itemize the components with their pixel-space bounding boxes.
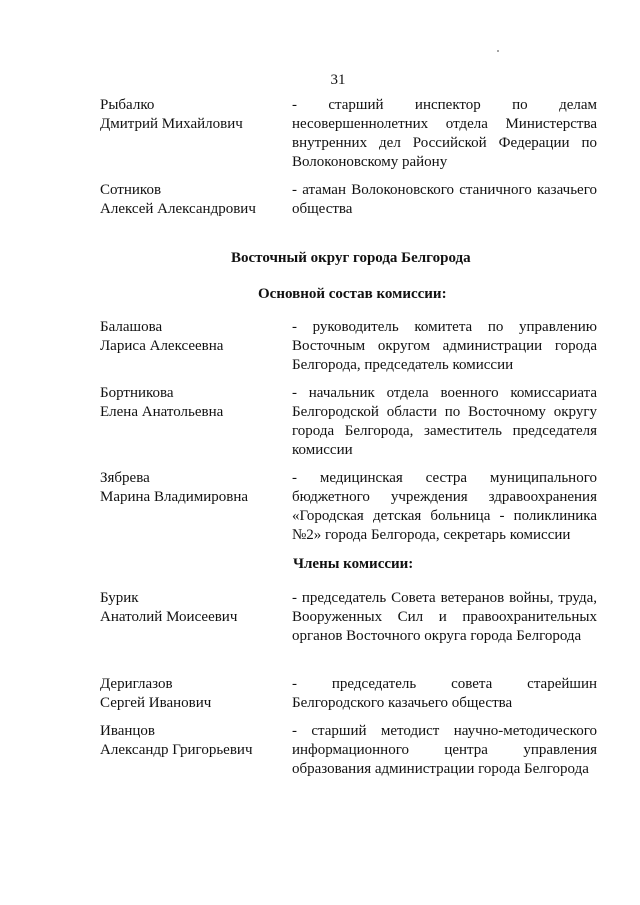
person-name [100, 181, 292, 219]
surname: Сотников [100, 182, 162, 198]
given-name: Елена Анатольевна [100, 404, 224, 420]
given-name: Лариса Алексеевна [100, 338, 224, 354]
given-name: Александр Григорьевич [100, 742, 253, 758]
person-name [100, 318, 292, 375]
position-description: - старший инспектор по делам несовершеннолетних отдела Министерства внутренних дел Российской Федерации по Волоконовскому району [292, 97, 597, 170]
list-item [100, 181, 600, 219]
given-name: Дмитрий Михайлович [100, 116, 243, 132]
district-title: Восточный округ города Белгорода [231, 250, 471, 266]
person-name [100, 469, 292, 545]
person-name [100, 96, 292, 172]
surname: Балашова [100, 319, 163, 335]
surname: Бурик [100, 590, 139, 606]
position-description: - атаман Волоконовского станичного казачьего общества [292, 182, 597, 217]
position-description: - председатель Совета ветеранов войны, труда, Вооруженных Сил и правоохранительных органов Восточного округа города Белгорода [292, 590, 597, 644]
given-name: Сергей Иванович [100, 695, 212, 711]
list-item [100, 469, 600, 545]
position-description: - руководитель комитета по управлению Восточным округом администрации города Белгорода, председатель комиссии [292, 319, 597, 373]
scan-speck [497, 50, 499, 52]
list-item [100, 318, 600, 375]
list-item [100, 384, 600, 460]
list-item [100, 96, 600, 172]
surname: Зябрева [100, 470, 150, 486]
person-name [100, 384, 292, 460]
person-name [100, 722, 292, 779]
members-title: Члены комиссии: [293, 556, 414, 572]
position-description: - председатель совета старейшин Белгородского казачьего общества [292, 676, 597, 711]
list-item [100, 589, 600, 646]
person-name [100, 675, 292, 713]
surname: Дериглазов [100, 676, 173, 692]
page-number: 31 [330, 72, 346, 88]
given-name: Марина Владимировна [100, 489, 249, 505]
person-name [100, 589, 292, 646]
surname: Иванцов [100, 723, 156, 739]
position-description: - старший методист научно-методического информационного центра управления образования администрации города Белгорода [292, 723, 597, 777]
list-item [100, 675, 600, 713]
list-item [100, 722, 600, 779]
position-description: - медицинская сестра муниципального бюджетного учреждения здравоохранения «Городская детская больница - поликлиника №2» города Белгорода, секретарь комиссии [292, 470, 597, 543]
surname: Рыбалко [100, 97, 155, 113]
surname: Бортникова [100, 385, 174, 401]
given-name: Алексей Александрович [100, 201, 256, 217]
given-name: Анатолий Моисеевич [100, 609, 238, 625]
position-description: - начальник отдела военного комиссариата Белгородской области по Восточному округу города Белгорода, заместитель председателя комиссии [292, 385, 597, 458]
main-composition-title: Основной состав комиссии: [258, 286, 447, 302]
